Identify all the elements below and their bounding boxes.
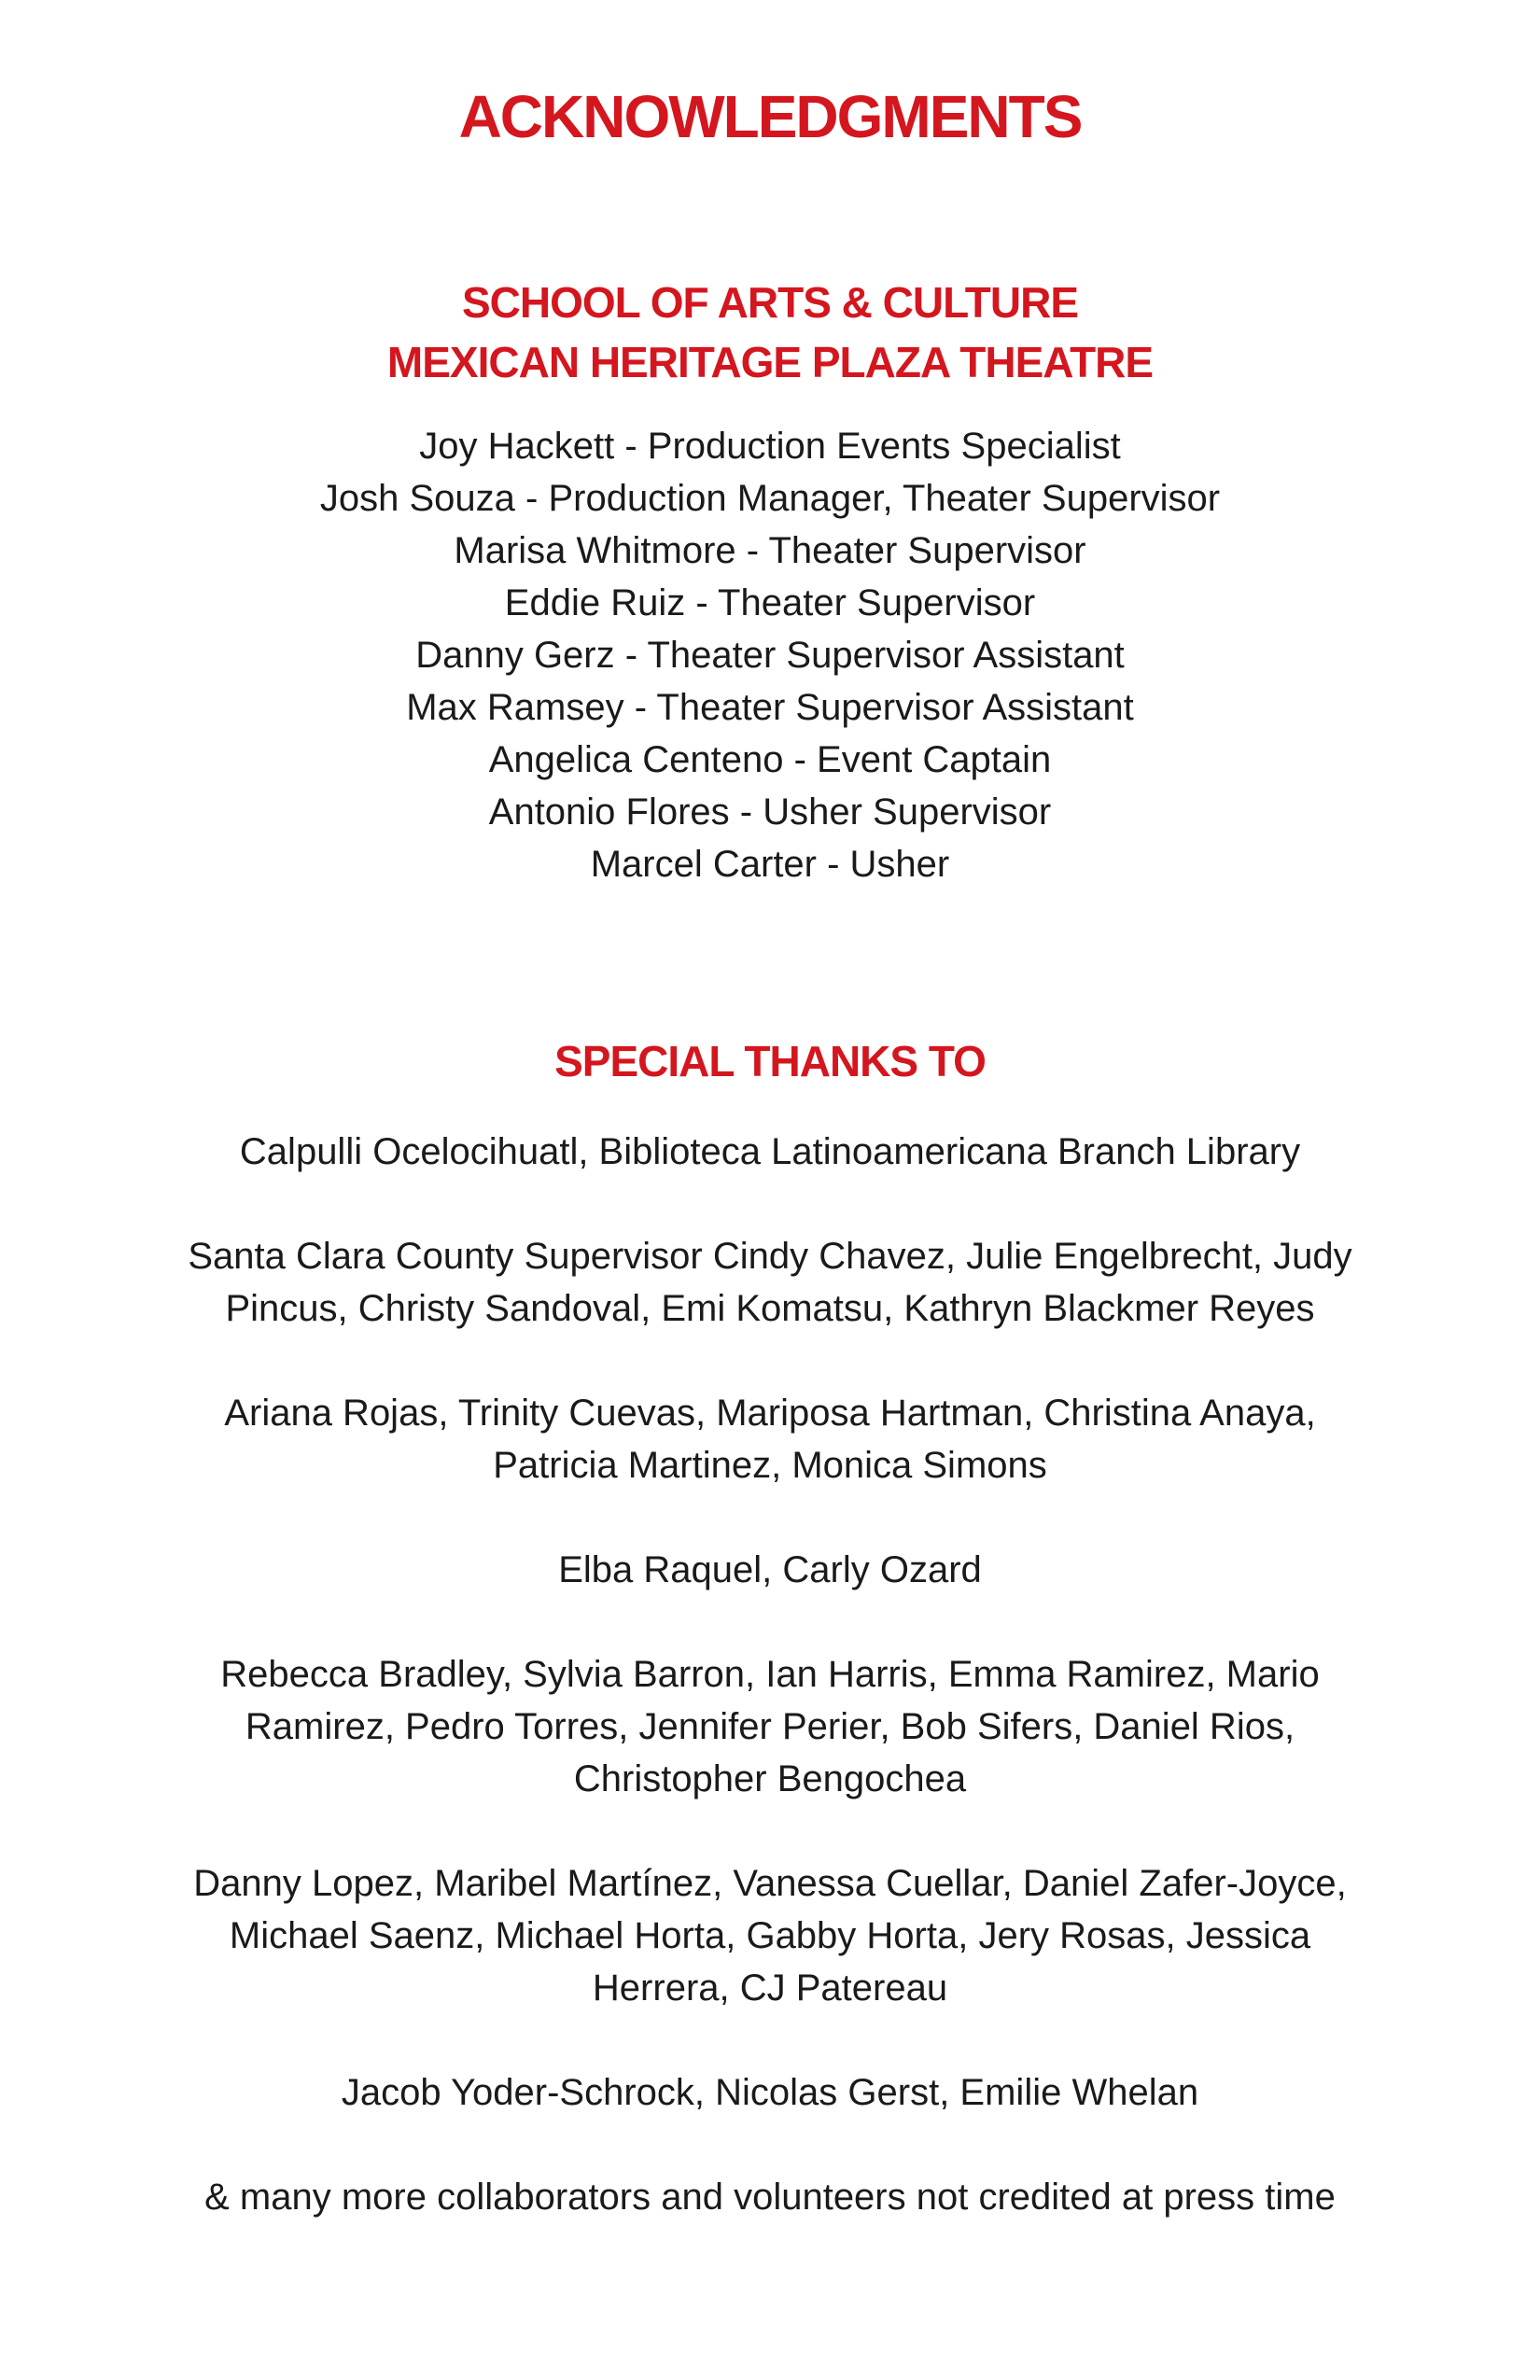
staff-item: Marcel Carter - Usher — [590, 844, 950, 885]
thanks-paragraph: Ariana Rojas, Trinity Cuevas, Mariposa Hartman, Christina Anaya, Patricia Martinez, Monica Simons — [224, 1393, 1316, 1486]
thanks-paragraph: Rebecca Bradley, Sylvia Barron, Ian Harris, Emma Ramirez, Mario Ramirez, Pedro Torres, Jennifer Perier, Bob Sifers, Daniel Rios, Christopher Bengochea — [220, 1654, 1320, 1799]
school-section-heading — [0, 273, 1540, 392]
staff-item: Joy Hackett - Production Events Specialist — [419, 426, 1121, 467]
thanks-paragraph: Danny Lopez, Maribel Martínez, Vanessa Cuellar, Daniel Zafer-Joyce, Michael Saenz, Michael Horta, Gabby Horta, Jery Rosas, Jessica Herrera, CJ Patereau — [193, 1863, 1347, 2009]
staff-list — [0, 420, 1540, 890]
thanks-paragraph: Jacob Yoder-Schrock, Nicolas Gerst, Emilie Whelan — [341, 2072, 1199, 2113]
staff-item: Josh Souza - Production Manager, Theater Supervisor — [319, 478, 1221, 519]
staff-item: Marisa Whitmore - Theater Supervisor — [454, 530, 1086, 571]
staff-item: Danny Gerz - Theater Supervisor Assistant — [415, 635, 1125, 676]
page-title: ACKNOWLEDGMENTS — [458, 83, 1082, 150]
staff-item: Eddie Ruiz - Theater Supervisor — [504, 582, 1036, 623]
school-heading-line-2: MEXICAN HERITAGE PLAZA THEATRE — [386, 338, 1154, 386]
thanks-paragraph: Elba Raquel, Carly Ozard — [558, 1549, 982, 1590]
thanks-paragraph: Calpulli Ocelocihuatl, Biblioteca Latinoamericana Branch Library — [239, 1131, 1301, 1172]
thanks-paragraph: Santa Clara County Supervisor Cindy Chavez, Julie Engelbrecht, Judy Pincus, Christy Sandoval, Emi Komatsu, Kathryn Blackmer Reyes — [188, 1236, 1352, 1329]
school-heading-line-1: SCHOOL OF ARTS & CULTURE — [461, 278, 1079, 327]
staff-item: Angelica Centeno - Event Captain — [488, 739, 1052, 780]
staff-item: Max Ramsey - Theater Supervisor Assistant — [406, 687, 1134, 728]
special-thanks-heading: SPECIAL THANKS TO — [554, 1037, 986, 1085]
staff-item: Antonio Flores - Usher Supervisor — [488, 791, 1052, 833]
thanks-paragraph: & many more collaborators and volunteers not credited at press time — [204, 2177, 1336, 2218]
special-thanks-list — [0, 1126, 1540, 2275]
